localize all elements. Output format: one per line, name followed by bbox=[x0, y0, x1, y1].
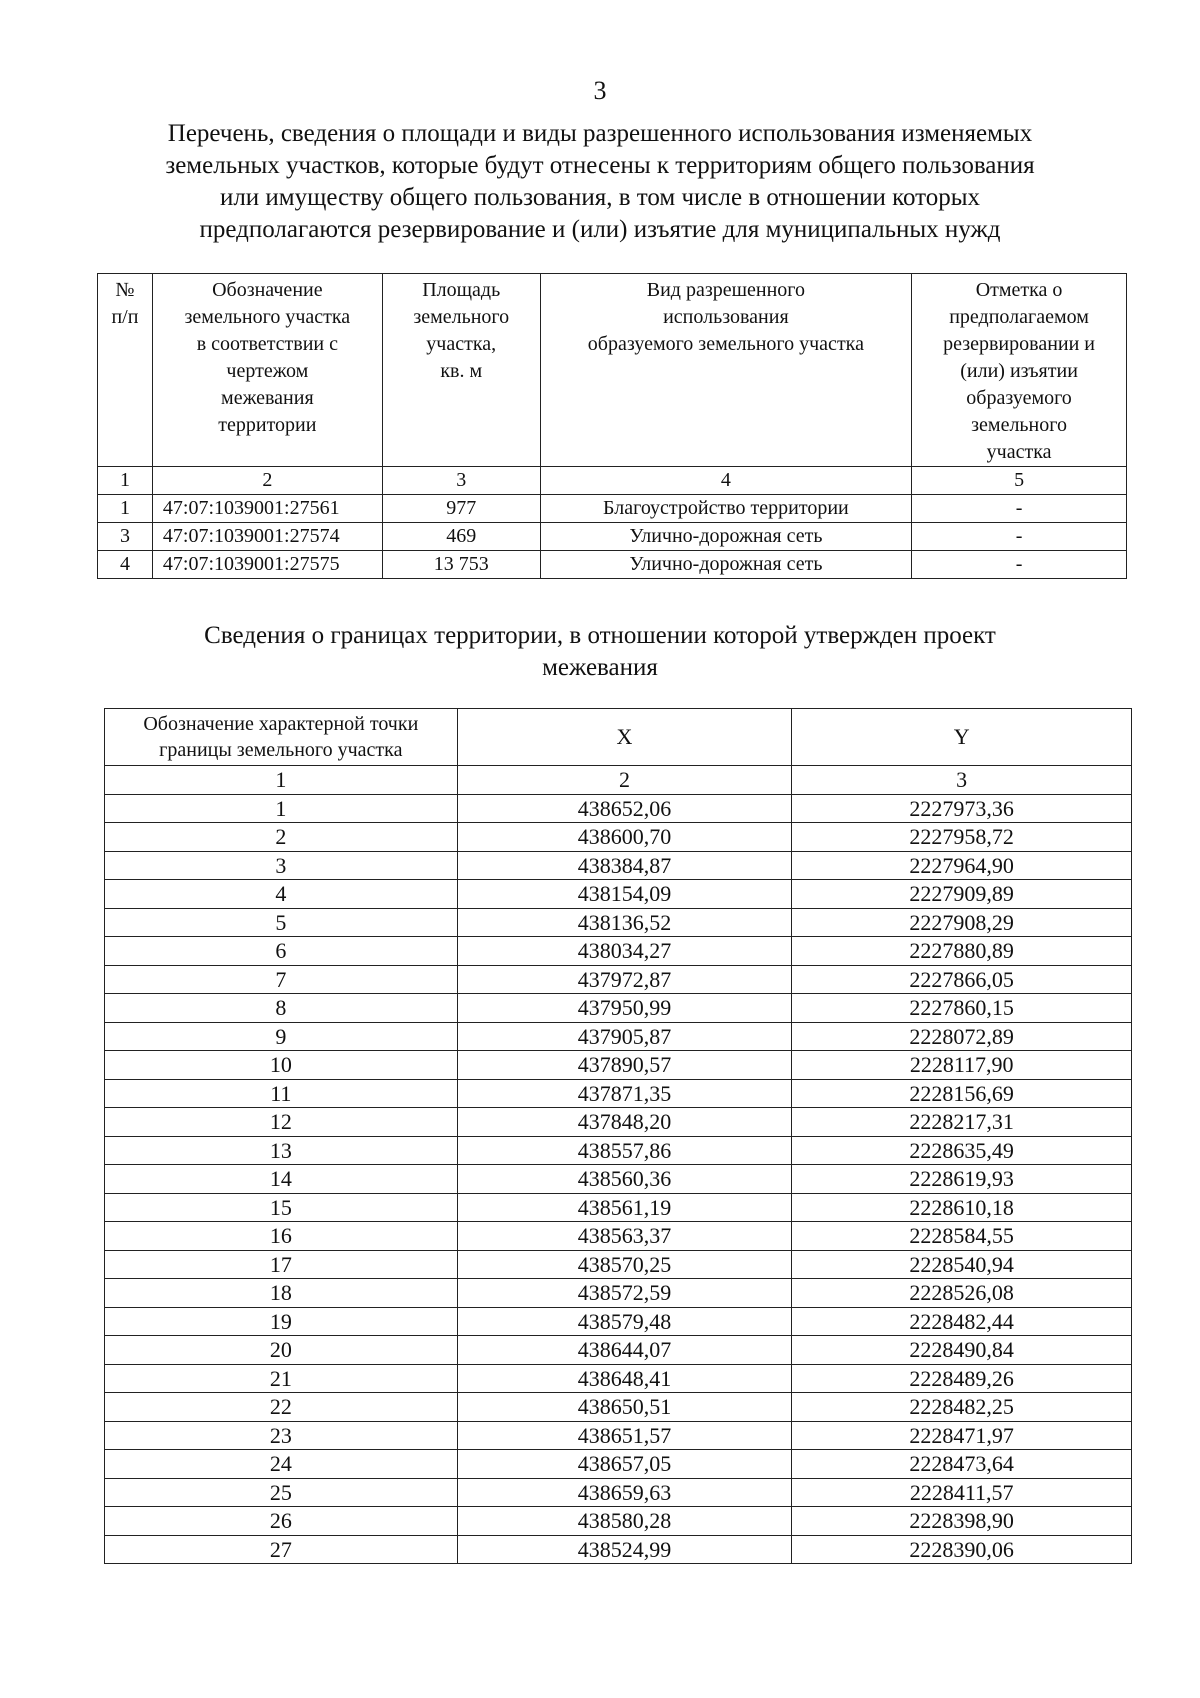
y-coordinate: 2227958,72 bbox=[792, 823, 1132, 852]
column-number: 1 bbox=[105, 766, 458, 795]
header-y: Y bbox=[792, 709, 1132, 766]
point-number: 19 bbox=[105, 1307, 458, 1336]
column-number-row bbox=[98, 467, 1127, 495]
y-coordinate: 2227866,05 bbox=[792, 965, 1132, 994]
x-coordinate: 438570,25 bbox=[457, 1250, 792, 1279]
y-coordinate: 2227964,90 bbox=[792, 851, 1132, 880]
column-number: 2 bbox=[152, 467, 382, 495]
y-coordinate: 2228610,18 bbox=[792, 1193, 1132, 1222]
point-number: 5 bbox=[105, 908, 458, 937]
reservation-mark: - bbox=[912, 523, 1127, 551]
point-number: 27 bbox=[105, 1535, 458, 1564]
table-row bbox=[105, 994, 1132, 1023]
header-point: Обозначение характерной точки границы земельного участка bbox=[105, 709, 458, 766]
point-number: 17 bbox=[105, 1250, 458, 1279]
table-row bbox=[105, 1307, 1132, 1336]
point-number: 3 bbox=[105, 851, 458, 880]
y-coordinate: 2228072,89 bbox=[792, 1022, 1132, 1051]
section1-title-line: или имуществу общего пользования, в том числе в отношении которых bbox=[219, 184, 981, 211]
x-coordinate: 438034,27 bbox=[457, 937, 792, 966]
area-value: 469 bbox=[382, 523, 540, 551]
y-coordinate: 2228411,57 bbox=[792, 1478, 1132, 1507]
y-coordinate: 2228217,31 bbox=[792, 1108, 1132, 1137]
y-coordinate: 2228482,25 bbox=[792, 1393, 1132, 1422]
point-number: 8 bbox=[105, 994, 458, 1023]
x-coordinate: 438580,28 bbox=[457, 1507, 792, 1536]
y-coordinate: 2228156,69 bbox=[792, 1079, 1132, 1108]
table-row bbox=[105, 965, 1132, 994]
table-row bbox=[105, 1222, 1132, 1251]
x-coordinate: 438644,07 bbox=[457, 1336, 792, 1365]
x-coordinate: 438572,59 bbox=[457, 1279, 792, 1308]
x-coordinate: 437905,87 bbox=[457, 1022, 792, 1051]
land-plots-table bbox=[97, 273, 1127, 579]
point-number: 14 bbox=[105, 1165, 458, 1194]
point-number: 23 bbox=[105, 1421, 458, 1450]
point-number: 6 bbox=[105, 937, 458, 966]
point-number: 18 bbox=[105, 1279, 458, 1308]
y-coordinate: 2228526,08 bbox=[792, 1279, 1132, 1308]
point-number: 7 bbox=[105, 965, 458, 994]
x-coordinate: 438154,09 bbox=[457, 880, 792, 909]
table-row bbox=[98, 523, 1127, 551]
table-row bbox=[105, 937, 1132, 966]
section2-title bbox=[100, 620, 1100, 684]
y-coordinate: 2227880,89 bbox=[792, 937, 1132, 966]
cadastral-number: 47:07:1039001:27575 bbox=[152, 551, 382, 579]
table-row bbox=[105, 908, 1132, 937]
table-row bbox=[105, 1279, 1132, 1308]
cadastral-number: 47:07:1039001:27561 bbox=[152, 495, 382, 523]
x-coordinate: 438651,57 bbox=[457, 1421, 792, 1450]
table-row bbox=[105, 1535, 1132, 1564]
header-permitted-use: Вид разрешенного использования образуемого земельного участка bbox=[540, 274, 911, 467]
section2-title-line: межевания bbox=[542, 654, 658, 681]
header-area: Площадь земельного участка, кв. м bbox=[382, 274, 540, 467]
point-number: 11 bbox=[105, 1079, 458, 1108]
y-coordinate: 2228490,84 bbox=[792, 1336, 1132, 1365]
y-coordinate: 2228489,26 bbox=[792, 1364, 1132, 1393]
x-coordinate: 438659,63 bbox=[457, 1478, 792, 1507]
y-coordinate: 2228619,93 bbox=[792, 1165, 1132, 1194]
x-coordinate: 437972,87 bbox=[457, 965, 792, 994]
y-coordinate: 2227973,36 bbox=[792, 794, 1132, 823]
x-coordinate: 438560,36 bbox=[457, 1165, 792, 1194]
table-row bbox=[105, 1450, 1132, 1479]
table-row bbox=[105, 1193, 1132, 1222]
point-number: 22 bbox=[105, 1393, 458, 1422]
table-header-row bbox=[98, 274, 1127, 467]
point-number: 10 bbox=[105, 1051, 458, 1080]
column-number-row bbox=[105, 766, 1132, 795]
header-x: X bbox=[457, 709, 792, 766]
y-coordinate: 2228473,64 bbox=[792, 1450, 1132, 1479]
x-coordinate: 438650,51 bbox=[457, 1393, 792, 1422]
table-row bbox=[105, 851, 1132, 880]
permitted-use: Благоустройство территории bbox=[540, 495, 911, 523]
section2-title-line: Сведения о границах территории, в отношении которой утвержден проект bbox=[204, 622, 996, 649]
point-number: 2 bbox=[105, 823, 458, 852]
x-coordinate: 438524,99 bbox=[457, 1535, 792, 1564]
reservation-mark: - bbox=[912, 551, 1127, 579]
x-coordinate: 438652,06 bbox=[457, 794, 792, 823]
x-coordinate: 438561,19 bbox=[457, 1193, 792, 1222]
y-coordinate: 2227909,89 bbox=[792, 880, 1132, 909]
table-row bbox=[105, 794, 1132, 823]
x-coordinate: 438657,05 bbox=[457, 1450, 792, 1479]
section1-title-line: Перечень, сведения о площади и виды разрешенного использования изменяемых bbox=[167, 120, 1033, 147]
table-row bbox=[105, 1336, 1132, 1365]
point-number: 16 bbox=[105, 1222, 458, 1251]
point-number: 4 bbox=[105, 880, 458, 909]
column-number: 4 bbox=[540, 467, 911, 495]
y-coordinate: 2228117,90 bbox=[792, 1051, 1132, 1080]
x-coordinate: 438579,48 bbox=[457, 1307, 792, 1336]
column-number: 2 bbox=[457, 766, 792, 795]
table-row bbox=[105, 1507, 1132, 1536]
y-coordinate: 2228635,49 bbox=[792, 1136, 1132, 1165]
table-row bbox=[105, 1393, 1132, 1422]
table-row bbox=[105, 823, 1132, 852]
y-coordinate: 2228584,55 bbox=[792, 1222, 1132, 1251]
permitted-use: Улично-дорожная сеть bbox=[540, 523, 911, 551]
section1-title bbox=[100, 118, 1100, 246]
table-row bbox=[98, 495, 1127, 523]
cadastral-number: 47:07:1039001:27574 bbox=[152, 523, 382, 551]
section1-title-line: земельных участков, которые будут отнесены к территориям общего пользования bbox=[165, 152, 1035, 179]
point-number: 26 bbox=[105, 1507, 458, 1536]
table-row bbox=[105, 1364, 1132, 1393]
row-number: 4 bbox=[98, 551, 153, 579]
y-coordinate: 2228398,90 bbox=[792, 1507, 1132, 1536]
page-number: 3 bbox=[593, 76, 607, 105]
point-number: 25 bbox=[105, 1478, 458, 1507]
boundary-points-table bbox=[104, 708, 1132, 1564]
y-coordinate: 2228540,94 bbox=[792, 1250, 1132, 1279]
row-number: 3 bbox=[98, 523, 153, 551]
permitted-use: Улично-дорожная сеть bbox=[540, 551, 911, 579]
header-designation: Обозначение земельного участка в соответствии с чертежом межевания территории bbox=[152, 274, 382, 467]
row-number: 1 bbox=[98, 495, 153, 523]
x-coordinate: 437950,99 bbox=[457, 994, 792, 1023]
x-coordinate: 437890,57 bbox=[457, 1051, 792, 1080]
y-coordinate: 2228482,44 bbox=[792, 1307, 1132, 1336]
table-header-row bbox=[105, 709, 1132, 766]
table-row bbox=[105, 1478, 1132, 1507]
reservation-mark: - bbox=[912, 495, 1127, 523]
column-number: 1 bbox=[98, 467, 153, 495]
y-coordinate: 2227860,15 bbox=[792, 994, 1132, 1023]
table-row bbox=[105, 1421, 1132, 1450]
table-row bbox=[105, 1165, 1132, 1194]
point-number: 24 bbox=[105, 1450, 458, 1479]
header-number: № п/п bbox=[98, 274, 153, 467]
section1-title-line: предполагаются резервирование и (или) изъятие для муниципальных нужд bbox=[199, 216, 1001, 243]
point-number: 15 bbox=[105, 1193, 458, 1222]
area-value: 977 bbox=[382, 495, 540, 523]
point-number: 13 bbox=[105, 1136, 458, 1165]
table-row bbox=[98, 551, 1127, 579]
point-number: 12 bbox=[105, 1108, 458, 1137]
y-coordinate: 2228471,97 bbox=[792, 1421, 1132, 1450]
table-row bbox=[105, 1022, 1132, 1051]
point-number: 1 bbox=[105, 794, 458, 823]
table-row bbox=[105, 1250, 1132, 1279]
point-number: 21 bbox=[105, 1364, 458, 1393]
y-coordinate: 2228390,06 bbox=[792, 1535, 1132, 1564]
y-coordinate: 2227908,29 bbox=[792, 908, 1132, 937]
column-number: 3 bbox=[382, 467, 540, 495]
x-coordinate: 438600,70 bbox=[457, 823, 792, 852]
table-row bbox=[105, 1051, 1132, 1080]
x-coordinate: 438384,87 bbox=[457, 851, 792, 880]
area-value: 13 753 bbox=[382, 551, 540, 579]
point-number: 9 bbox=[105, 1022, 458, 1051]
column-number: 5 bbox=[912, 467, 1127, 495]
header-reservation-mark: Отметка о предполагаемом резервировании и (или) изъятии образуемого земельного участка bbox=[912, 274, 1127, 467]
table-row bbox=[105, 1079, 1132, 1108]
x-coordinate: 438136,52 bbox=[457, 908, 792, 937]
x-coordinate: 438557,86 bbox=[457, 1136, 792, 1165]
table-row bbox=[105, 1136, 1132, 1165]
table-row bbox=[105, 1108, 1132, 1137]
x-coordinate: 437871,35 bbox=[457, 1079, 792, 1108]
x-coordinate: 438648,41 bbox=[457, 1364, 792, 1393]
point-number: 20 bbox=[105, 1336, 458, 1365]
column-number: 3 bbox=[792, 766, 1132, 795]
x-coordinate: 438563,37 bbox=[457, 1222, 792, 1251]
x-coordinate: 437848,20 bbox=[457, 1108, 792, 1137]
table-row bbox=[105, 880, 1132, 909]
